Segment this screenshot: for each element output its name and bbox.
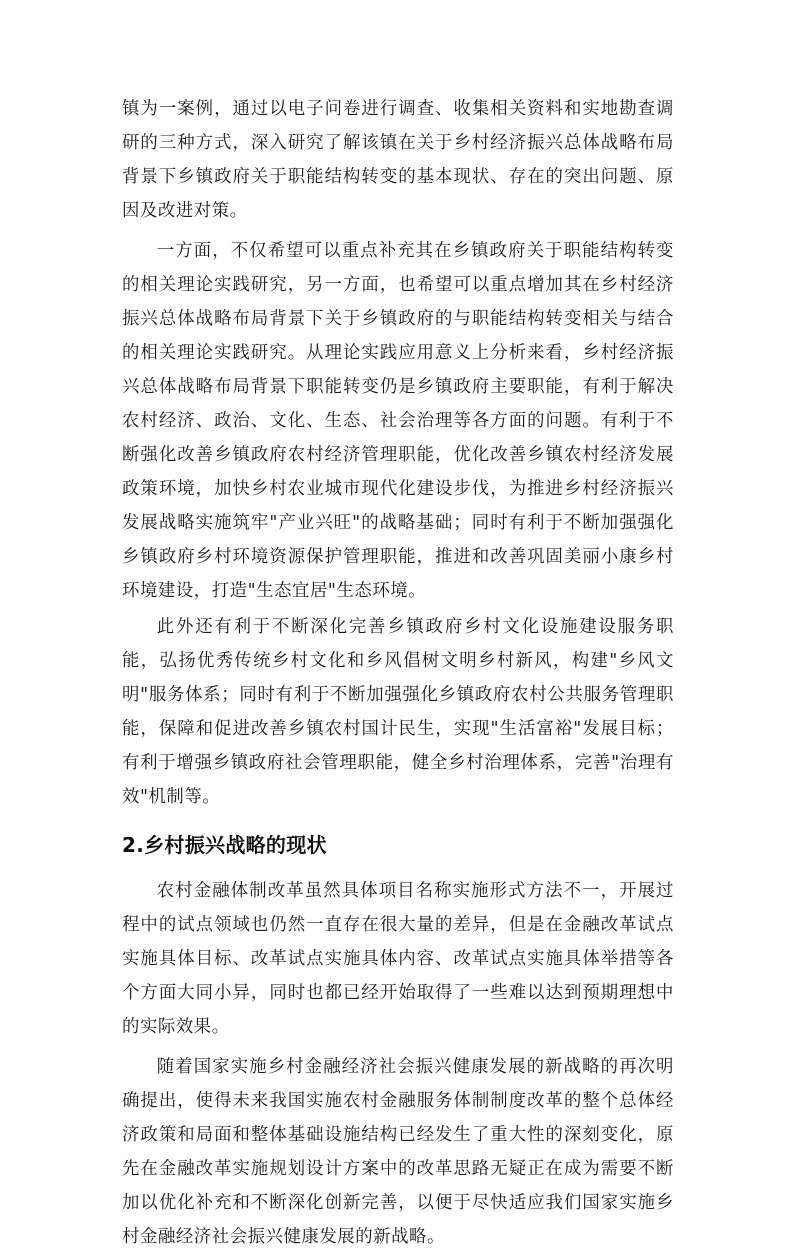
document-body — [122, 92, 674, 1254]
paragraph-new-strategy: 随着国家实施乡村金融经济社会振兴健康发展的新战略的再次明确提出，使得未来我国实施农村金融服务体制制度改革的整个总体经济政策和局面和整体基础设施结构已经发生了重大性的深刻变化，原先在金融改革实施规划设计方案中的改革思路无疑正在成为需要不断加以优化补充和不断深化创新完善，以便于尽快适应我们国家实施乡村金融经济社会振兴健康发展的新战略。 — [122, 1057, 674, 1247]
paragraph-research-significance: 一方面，不仅希望可以重点补充其在乡镇政府关于职能结构转变的相关理论实践研究，另一方面，也希望可以重点增加其在乡村经济振兴总体战略布局背景下关于乡镇政府的与职能结构转变相关与结合的相关理论实践研究。从理论实践应用意义上分析来看，乡村经济振兴总体战略布局背景下职能转变仍是乡镇政府主要职能，有利于解决农村经济、政治、文化、生态、社会治理等各方面的问题。有利于不断强化改善乡镇政府农村经济管理职能，优化改善乡镇农村经济发展政策环境，加快乡村农业城市现代化建设步伐，为推进乡村经济振兴发展战略实施筑牢"产业兴旺"的战略基础；同时有利于不断加强强化乡镇政府乡村环境资源保护管理职能，推进和改善巩固美丽小康乡村环境建设，打造"生态宜居"生态环境。 — [122, 241, 674, 601]
paragraph-case-study-intro: 镇为一案例，通过以电子问卷进行调查、收集相关资料和实地勘查调研的三种方式，深入研究了解该镇在关于乡村经济振兴总体战略布局背景下乡镇政府关于职能结构转变的基本现状、存在的突出问题、原因及改进对策。 — [122, 99, 674, 221]
paragraph-finance-reform-status: 农村金融体制改革虽然具体项目名称实施形式方法不一，开展过程中的试点领域也仍然一直存在很大量的差异，但是在金融改革试点实施具体目标、改革试点实施具体内容、改革试点实施具体举措等各个方面大同小异，同时也都已经开始取得了一些难以达到预期理想中的实际效果。 — [122, 881, 674, 1037]
paragraph-additional-benefits: 此外还有利于不断深化完善乡镇政府乡村文化设施建设服务职能，弘扬优秀传统乡村文化和乡风倡树文明乡村新风，构建"乡风文明"服务体系；同时有利于不断加强强化乡镇政府农村公共服务管理职能，保障和促进改善乡镇农村国计民生，实现"生活富裕"发展目标；有利于增强乡镇政府社会管理职能，健全乡村治理体系，完善"治理有效"机制等。 — [122, 617, 674, 807]
section-heading: 2.乡村振兴战略的现状 — [122, 833, 327, 857]
